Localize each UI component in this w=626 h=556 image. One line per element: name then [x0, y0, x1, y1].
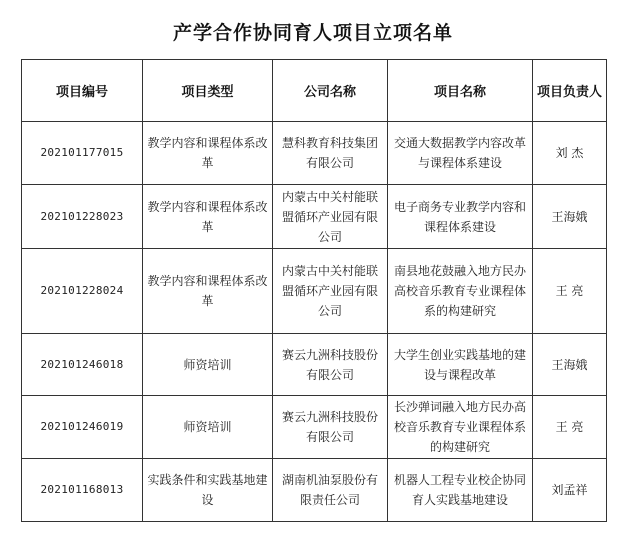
header-project-id: 项目编号	[22, 60, 143, 122]
table-row	[22, 249, 607, 334]
cell-project-leader: 王 亮	[533, 396, 607, 459]
table-row	[22, 396, 607, 459]
cell-project-id: 202101246018	[22, 334, 143, 396]
cell-project-id: 202101177015	[22, 122, 143, 185]
cell-project-name: 电子商务专业教学内容和课程体系建设	[388, 185, 533, 249]
cell-project-id: 202101168013	[22, 459, 143, 522]
header-project-leader: 项目负责人	[533, 60, 607, 122]
cell-project-id: 202101228024	[22, 249, 143, 334]
cell-project-name: 南县地花鼓融入地方民办高校音乐教育专业课程体系的构建研究	[388, 249, 533, 334]
table-row	[22, 334, 607, 396]
header-project-type: 项目类型	[143, 60, 273, 122]
cell-project-leader: 王海娥	[533, 334, 607, 396]
cell-project-type: 教学内容和课程体系改革	[143, 122, 273, 185]
cell-company-name: 赛云九洲科技股份有限公司	[273, 334, 388, 396]
table-row	[22, 122, 607, 185]
cell-company-name: 赛云九洲科技股份有限公司	[273, 396, 388, 459]
header-company-name: 公司名称	[273, 60, 388, 122]
cell-project-leader: 王海娥	[533, 185, 607, 249]
cell-project-type: 教学内容和课程体系改革	[143, 185, 273, 249]
cell-company-name: 内蒙古中关村能联盟循环产业园有限公司	[273, 185, 388, 249]
cell-company-name: 慧科教育科技集团有限公司	[273, 122, 388, 185]
cell-project-leader: 刘孟祥	[533, 459, 607, 522]
cell-project-type: 师资培训	[143, 334, 273, 396]
header-project-name: 项目名称	[388, 60, 533, 122]
cell-project-leader: 刘 杰	[533, 122, 607, 185]
cell-project-type: 教学内容和课程体系改革	[143, 249, 273, 334]
project-table	[21, 59, 607, 522]
cell-project-type: 师资培训	[143, 396, 273, 459]
cell-project-type: 实践条件和实践基地建设	[143, 459, 273, 522]
cell-company-name: 内蒙古中关村能联盟循环产业园有限公司	[273, 249, 388, 334]
cell-company-name: 湖南机油泵股份有限责任公司	[273, 459, 388, 522]
table-header-row	[22, 60, 607, 122]
cell-project-name: 机器人工程专业校企协同育人实践基地建设	[388, 459, 533, 522]
document-title: 产学合作协同育人项目立项名单	[172, 22, 453, 44]
table-row	[22, 459, 607, 522]
table-row	[22, 185, 607, 249]
cell-project-id: 202101228023	[22, 185, 143, 249]
cell-project-id: 202101246019	[22, 396, 143, 459]
cell-project-leader: 王 亮	[533, 249, 607, 334]
cell-project-name: 交通大数据教学内容改革与课程体系建设	[388, 122, 533, 185]
cell-project-name: 长沙弹词融入地方民办高校音乐教育专业课程体系的构建研究	[388, 396, 533, 459]
cell-project-name: 大学生创业实践基地的建设与课程改革	[388, 334, 533, 396]
